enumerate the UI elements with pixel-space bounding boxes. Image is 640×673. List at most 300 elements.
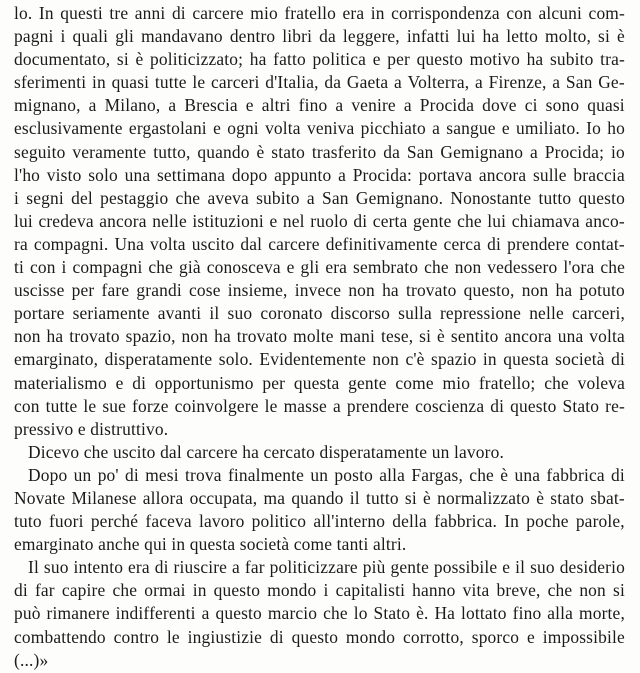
- text-word: Volterra,: [407, 72, 470, 93]
- text-word: disperatamente: [104, 349, 213, 370]
- text-word: di: [353, 210, 368, 231]
- text-word: quasi: [111, 72, 150, 93]
- text-word: suo: [227, 303, 253, 324]
- text-word: società: [555, 349, 605, 370]
- text-word: l'ho: [14, 164, 41, 185]
- text-word: dal: [240, 233, 263, 254]
- text-word: a: [338, 164, 346, 185]
- text-word: fino: [512, 603, 542, 624]
- text-word: a: [403, 95, 412, 116]
- text-word: questo: [291, 626, 339, 647]
- text-word: le: [192, 72, 206, 93]
- text-word: molte: [293, 326, 334, 347]
- text-word: sulle: [532, 164, 567, 185]
- text-word: forze: [132, 395, 169, 416]
- text-word: i: [60, 26, 66, 47]
- text-word: e: [269, 210, 278, 231]
- text-word: solo: [88, 164, 118, 185]
- text-word: del: [71, 187, 93, 208]
- text-word: a: [335, 95, 344, 116]
- text-word: a: [306, 187, 315, 208]
- text-word: che: [148, 257, 174, 278]
- text-word: che: [457, 210, 482, 231]
- text-word: che: [544, 372, 569, 393]
- text-word: ergastolani: [128, 118, 207, 139]
- text-word: Io: [586, 118, 601, 139]
- text-word: mio: [442, 372, 471, 393]
- text-word: voleva: [577, 372, 625, 393]
- text-word: ha: [555, 280, 573, 301]
- text-word: è: [536, 487, 545, 508]
- text-word: posto: [334, 464, 373, 485]
- text-word: era: [325, 257, 348, 278]
- text-word: a: [88, 95, 97, 116]
- text-word: i: [14, 187, 20, 208]
- text-word: che: [175, 187, 201, 208]
- text-word: si: [598, 26, 610, 47]
- text-word: appunto: [274, 164, 332, 185]
- text-word: conosceva: [206, 257, 281, 278]
- text-word: a: [529, 141, 538, 162]
- text-word: di: [490, 395, 505, 416]
- text-word: il: [209, 303, 220, 324]
- text-word: sangue: [446, 118, 496, 139]
- text-word: ogni: [227, 118, 259, 139]
- text-word: credeva: [38, 210, 94, 231]
- text-word: di: [14, 580, 28, 601]
- text-word: si: [404, 487, 417, 508]
- text-word: le: [166, 626, 180, 647]
- text-word: mio: [250, 3, 278, 23]
- text-word: corrispondenza: [391, 3, 500, 23]
- text-line: [14, 325, 625, 348]
- text-word: non: [521, 280, 549, 301]
- text-word: carceri,: [571, 303, 625, 324]
- text-word: tre: [109, 3, 129, 23]
- text-word: dove: [482, 95, 517, 116]
- text-word: picchiato: [360, 118, 426, 139]
- text-word: non: [348, 280, 375, 301]
- text-word: d'Italia,: [265, 72, 319, 93]
- text-word: Gaeta: [346, 72, 389, 93]
- text-word: hanno: [412, 580, 456, 601]
- text-word: e: [115, 372, 124, 393]
- text-word: non: [14, 326, 41, 347]
- text-word: sferimenti: [14, 72, 87, 93]
- text-word: per: [387, 49, 410, 70]
- text-word: un: [310, 464, 329, 485]
- text-word: documentato,: [14, 49, 111, 70]
- text-word: le: [83, 395, 97, 416]
- text-word: di: [269, 626, 284, 647]
- text-word: Stato: [373, 603, 411, 624]
- text-word: per: [71, 280, 95, 301]
- text-word: compagni.: [33, 233, 109, 254]
- text-word: una: [124, 164, 151, 185]
- text-word: alla: [547, 603, 574, 624]
- text-word: esclusivamente: [14, 118, 123, 139]
- body-text-column: [14, 2, 625, 672]
- text-word: questi: [60, 3, 103, 23]
- text-word: Evidentemente: [259, 349, 366, 370]
- text-word: già: [179, 257, 201, 278]
- text-word: volta: [150, 233, 186, 254]
- text-word: con: [29, 257, 56, 278]
- text-word: e: [213, 118, 221, 139]
- text-word: può: [14, 603, 41, 624]
- text-word: Milano,: [104, 95, 161, 116]
- text-word: sulla: [398, 303, 432, 324]
- text-line: pressivo e distruttivo.: [14, 418, 169, 439]
- text-word: una: [514, 464, 541, 485]
- text-word: occupata,: [189, 487, 258, 508]
- text-line: [14, 602, 625, 625]
- text-word: discorso: [330, 303, 391, 324]
- text-word: braccia: [573, 164, 625, 185]
- text-word: sporco: [471, 626, 520, 647]
- text-word: coinvolgere: [174, 395, 259, 416]
- text-line: [14, 71, 625, 94]
- text-word: da: [383, 141, 401, 162]
- text-word: ha: [46, 326, 64, 347]
- text-word: questo: [510, 395, 557, 416]
- text-word: tuto: [14, 511, 42, 532]
- text-word: alcuni: [538, 3, 583, 23]
- text-word: intento: [73, 557, 124, 578]
- text-word: trovato: [69, 326, 120, 347]
- text-word: morte,: [579, 603, 625, 624]
- text-word: sono: [545, 95, 580, 116]
- text-word: carcere: [192, 3, 244, 23]
- text-word: in: [370, 3, 385, 23]
- text-word: combattendo: [14, 626, 106, 647]
- text-word: finalmente: [227, 464, 305, 485]
- text-word: in: [91, 72, 106, 93]
- text-word: vita: [462, 580, 490, 601]
- text-word: lui: [487, 210, 507, 231]
- text-word: che: [112, 580, 138, 601]
- text-word: e: [286, 257, 295, 278]
- text-word: in: [482, 349, 497, 370]
- text-word: politicizzato;: [149, 49, 244, 70]
- text-word: fabbrica: [546, 464, 605, 485]
- text-word: Gemignano.: [355, 187, 444, 208]
- text-word: San: [406, 141, 434, 162]
- text-word: cose: [189, 280, 221, 301]
- text-word: In: [38, 3, 54, 23]
- text-word: lottato: [461, 603, 507, 624]
- text-word: tutte: [154, 72, 187, 93]
- text-word: contro: [113, 626, 160, 647]
- text-word: potuto: [579, 280, 625, 301]
- text-word: è: [500, 464, 509, 485]
- text-word: sue: [102, 395, 127, 416]
- text-word: umiliato.: [516, 118, 580, 139]
- text-word: pestaggio: [100, 187, 169, 208]
- text-word: subito: [256, 187, 300, 208]
- text-line: [14, 395, 625, 418]
- text-word: con: [506, 3, 532, 23]
- text-word: tese,: [380, 326, 414, 347]
- text-line: [14, 164, 625, 187]
- text-word: emarginato,: [14, 349, 99, 370]
- text-line: [14, 348, 625, 371]
- text-word: ma: [263, 487, 286, 508]
- text-word: capitalisti: [335, 580, 406, 601]
- text-word: della: [392, 511, 427, 532]
- text-word: impossibile: [542, 626, 625, 647]
- text-word: a: [232, 557, 240, 578]
- text-word: per: [262, 372, 286, 393]
- text-word: politicizzare: [269, 557, 358, 578]
- text-word: fabbrica.: [434, 511, 497, 532]
- text-word: a: [394, 72, 402, 93]
- text-word: capire: [61, 580, 106, 601]
- text-word: possibile: [433, 557, 498, 578]
- text-word: si: [419, 326, 432, 347]
- text-word: San: [565, 72, 593, 93]
- text-word: i: [323, 580, 329, 601]
- text-word: ha: [482, 26, 500, 47]
- text-word: e: [245, 95, 254, 116]
- text-word: breve,: [496, 580, 541, 601]
- text-line: [14, 302, 625, 325]
- text-word: fino: [298, 95, 328, 116]
- text-line: [14, 233, 625, 256]
- text-word: Procida: [419, 95, 475, 116]
- text-word: Novate: [14, 487, 66, 508]
- text-word: leggere,: [342, 26, 400, 47]
- text-word: io: [610, 141, 625, 162]
- text-word: ha: [249, 49, 267, 70]
- text-word: gente: [348, 372, 387, 393]
- text-line: [14, 256, 625, 279]
- text-word: corrotto,: [402, 626, 464, 647]
- text-line: [14, 464, 625, 487]
- text-word: seriamente: [72, 303, 150, 324]
- text-line: [14, 556, 625, 579]
- text-word: letto: [506, 26, 539, 47]
- text-word: Brescia: [184, 95, 238, 116]
- text-word: a: [201, 603, 210, 624]
- text-word: masse: [283, 395, 327, 416]
- text-word: ormai: [144, 580, 186, 601]
- text-word: quando: [291, 487, 344, 508]
- text-word: repressione: [439, 303, 522, 324]
- text-word: questo: [578, 187, 625, 208]
- text-line: [14, 487, 625, 510]
- text-word: trasferito: [311, 141, 377, 162]
- text-word: lui: [14, 210, 33, 231]
- text-word: indifferenti: [115, 603, 196, 624]
- text-word: prendere: [507, 233, 570, 254]
- text-word: riuscire: [173, 557, 228, 578]
- text-word: i: [61, 257, 67, 278]
- text-word: non: [579, 580, 606, 601]
- text-word: a: [475, 72, 483, 93]
- text-word: trova: [185, 464, 222, 485]
- text-word: Fargas,: [411, 464, 463, 485]
- text-word: dopo: [231, 164, 268, 185]
- text-word: questa: [293, 372, 340, 393]
- text-word: carcere: [268, 233, 320, 254]
- text-word: materialismo: [14, 372, 107, 393]
- text-word: lo.: [14, 3, 33, 23]
- text-word: a: [432, 118, 441, 139]
- text-word: portava: [418, 164, 473, 185]
- text-word: ci: [524, 95, 538, 116]
- text-word: ancora: [478, 164, 527, 185]
- text-word: stato: [271, 141, 305, 162]
- text-word: questo: [215, 603, 262, 624]
- text-word: invece: [294, 280, 342, 301]
- text-word: che: [469, 464, 494, 485]
- text-word: non: [181, 326, 209, 347]
- text-word: e: [527, 626, 535, 647]
- text-word: rimanere: [46, 603, 110, 624]
- text-word: Nonostante: [450, 187, 532, 208]
- text-word: di: [611, 349, 625, 370]
- text-word: mondo: [345, 626, 396, 647]
- text-word: sembrato: [353, 257, 419, 278]
- text-word: far: [244, 557, 265, 578]
- text-word: si: [116, 49, 129, 70]
- text-word: all'interno: [313, 511, 386, 532]
- text-word: coscienza: [415, 395, 485, 416]
- text-word: fratello;: [478, 372, 536, 393]
- text-word: lo: [353, 603, 368, 624]
- text-word: venire: [351, 95, 396, 116]
- text-word: coronato: [260, 303, 323, 324]
- text-word: ancora: [504, 326, 552, 347]
- text-word: volta: [589, 326, 625, 347]
- text-word: di: [125, 464, 139, 485]
- text-word: di: [487, 233, 502, 254]
- text-word: lavoro: [198, 511, 245, 532]
- text-word: suo: [43, 557, 69, 578]
- text-word: spazio: [431, 349, 477, 370]
- text-word: mesi: [145, 464, 179, 485]
- text-word: il: [515, 557, 526, 578]
- text-word: Procida;: [544, 141, 605, 162]
- text-word: spazio,: [125, 326, 176, 347]
- text-word: parole,: [575, 511, 625, 532]
- text-word: veramente: [72, 141, 147, 162]
- text-word: contat-: [575, 233, 625, 254]
- text-word: è: [135, 49, 144, 70]
- text-word: mani: [339, 326, 376, 347]
- text-word: com-: [588, 3, 625, 23]
- text-word: compagni: [72, 257, 143, 278]
- text-word: trovato: [405, 280, 457, 301]
- text-word: è: [437, 326, 445, 347]
- text-word: stato: [550, 487, 585, 508]
- text-word: fatto: [273, 49, 306, 70]
- text-word: ho: [607, 118, 625, 139]
- text-line: emarginato anche qui in questa società come tanti altri.: [14, 534, 407, 555]
- text-word: anni: [134, 3, 166, 23]
- text-word: ruolo: [310, 210, 348, 231]
- text-word: anco-: [585, 210, 625, 231]
- text-word: e: [502, 557, 511, 578]
- text-word: tra-: [600, 49, 625, 70]
- text-word: di: [154, 557, 169, 578]
- text-word: gli: [115, 26, 135, 47]
- text-word: subito: [549, 49, 594, 70]
- text-word: lui: [456, 26, 476, 47]
- text-word: mignano,: [14, 95, 81, 116]
- text-word: gli: [300, 257, 320, 278]
- text-line: [14, 510, 625, 533]
- text-line: [14, 25, 625, 48]
- text-word: questo: [213, 580, 261, 601]
- text-word: libri: [282, 26, 313, 47]
- text-word: re-: [605, 395, 625, 416]
- text-word: In: [504, 511, 520, 532]
- text-word: uscisse: [14, 280, 65, 301]
- text-word: allora: [142, 487, 184, 508]
- text-word: quasi: [587, 95, 625, 116]
- text-word: nelle: [529, 303, 564, 324]
- text-word: mondo: [267, 580, 317, 601]
- text-word: il: [349, 487, 360, 508]
- text-word: portare: [14, 303, 65, 324]
- text-word: sentito: [450, 326, 499, 347]
- text-word: aveva: [207, 187, 249, 208]
- text-word: carceri: [211, 72, 260, 93]
- text-word: grandi: [136, 280, 182, 301]
- text-word: suo: [530, 557, 555, 578]
- text-word: nel: [282, 210, 305, 231]
- text-word: vedessero: [487, 257, 558, 278]
- text-word: come: [395, 372, 434, 393]
- text-word: ancora: [99, 210, 147, 231]
- text-word: tutto,: [153, 141, 191, 162]
- text-word: che: [323, 603, 348, 624]
- text-word: San: [322, 187, 349, 208]
- text-word: mandavano: [141, 26, 223, 47]
- text-word: quando: [197, 141, 250, 162]
- text-word: pagni: [14, 26, 54, 47]
- text-word: da: [324, 72, 342, 93]
- text-word: ti: [14, 257, 25, 278]
- text-word: molto,: [545, 26, 592, 47]
- text-word: sbat-: [590, 487, 625, 508]
- text-word: Stato: [562, 395, 600, 416]
- text-word: di: [171, 3, 186, 23]
- text-word: a: [168, 95, 177, 116]
- text-word: fare: [101, 280, 130, 301]
- text-word: questa: [503, 349, 549, 370]
- text-word: desiderio: [559, 557, 625, 578]
- text-word: Il: [28, 557, 39, 578]
- text-word: fuori: [48, 511, 84, 532]
- text-word: di: [132, 372, 147, 393]
- text-word: seguito: [14, 141, 66, 162]
- text-word: a: [552, 72, 561, 93]
- text-word: una: [557, 326, 584, 347]
- text-word: cerca: [443, 233, 482, 254]
- text-word: che: [547, 580, 573, 601]
- text-word: tutto: [365, 487, 399, 508]
- text-word: motivo: [469, 49, 520, 70]
- text-word: tutto: [538, 187, 572, 208]
- text-word: Milanese: [71, 487, 137, 508]
- text-word: è: [616, 26, 625, 47]
- text-word: è: [256, 141, 265, 162]
- text-word: Procida:: [352, 164, 413, 185]
- text-word: questo: [416, 49, 464, 70]
